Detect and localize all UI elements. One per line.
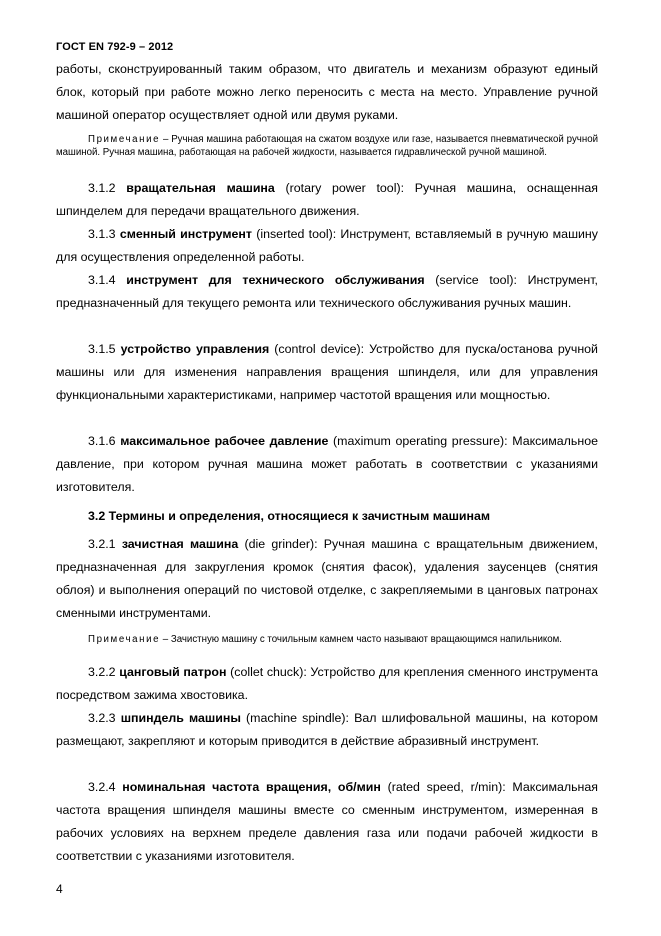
section-3-2-heading: 3.2 Термины и определения, относящиеся к зачистным машинам xyxy=(88,509,491,523)
term-title: устройство управления xyxy=(120,342,270,356)
term-3-2-4 xyxy=(56,776,598,868)
term-text: (rotary power tool): Ручная машина, оснащенная шпинделем для передачи вращательного движения. xyxy=(56,181,598,219)
term-number: 3.2.4 xyxy=(88,780,116,794)
term-text: (die grinder): Ручная машина с вращательным движением, предназначенная для закругления кромок (снятия фасок), удаления заусенцев (снятия облоя) и выполнения операций по чистовой отделке, с закрепляемыми в цанговых патронах сменными инструментами. xyxy=(56,537,598,621)
note-1 xyxy=(56,134,598,159)
term-title: номинальная частота вращения, об/мин xyxy=(122,780,381,794)
term-3-1-3 xyxy=(56,223,598,269)
term-title: зачистная машина xyxy=(121,537,239,551)
term-number: 3.1.6 xyxy=(88,434,116,448)
page-number: 4 xyxy=(56,882,63,896)
term-3-1-4 xyxy=(56,269,598,315)
term-number: 3.2.2 xyxy=(88,665,116,679)
term-text: (rated speed, r/min): Максимальная частота вращения шпинделя машины вместе со сменным инструментом, измеренная в рабочих условиях на верхнем пределе давления газа или подачи рабочей жидкости в соответствии с указаниями изготовителя. xyxy=(56,780,598,864)
note-2 xyxy=(56,634,598,647)
term-title: шпиндель машины xyxy=(120,711,241,725)
term-title: инструмент для технического обслуживания xyxy=(126,273,425,287)
term-text: (control device): Устройство для пуска/останова ручной машины или для изменения направления вращения шпинделя, или для управления функциональными характеристиками, например частотой вращения или мощностью. xyxy=(56,342,598,403)
term-3-2-2 xyxy=(56,661,598,707)
term-text: (machine spindle): Вал шлифовальной машины, на котором размещают, закрепляют и которым приводится в действие абразивный инструмент. xyxy=(56,711,598,749)
intro-paragraph: работы, сконструированный таким образом, что двигатель и механизм образуют единый блок, который при работе можно легко переносить с места на место. Управление ручной машиной оператор осуществляет одной или двумя руками. xyxy=(56,62,598,123)
note-2-text: – Зачистную машину с точильным камнем часто называют вращающимся напильником. xyxy=(160,634,562,645)
term-title: вращательная машина xyxy=(126,181,275,195)
term-text: (service tool): Инструмент, предназначенный для текущего ремонта или технического обслуживания ручных машин. xyxy=(56,273,598,311)
standard-code-header: ГОСТ EN 792-9 – 2012 xyxy=(56,41,174,53)
term-number: 3.1.2 xyxy=(88,181,116,195)
term-number: 3.1.4 xyxy=(88,273,116,287)
term-text: (maximum operating pressure): Максимальное давление, при котором ручная машина может работать в соответствии с указаниями изготовителя. xyxy=(56,434,598,495)
term-3-1-2 xyxy=(56,177,598,223)
term-title: цанговый патрон xyxy=(119,665,227,679)
term-title: сменный инструмент xyxy=(119,227,252,241)
term-3-1-5 xyxy=(56,338,598,407)
term-title: максимальное рабочее давление xyxy=(120,434,329,448)
term-3-2-3 xyxy=(56,707,598,753)
term-number: 3.1.3 xyxy=(88,227,116,241)
term-number: 3.1.5 xyxy=(88,342,116,356)
term-number: 3.2.1 xyxy=(88,537,116,551)
note-2-label: Примечание xyxy=(88,634,161,645)
term-3-1-6 xyxy=(56,430,598,499)
note-1-label: Примечание xyxy=(88,134,161,145)
term-3-2-1 xyxy=(56,533,598,625)
term-text: (collet chuck): Устройство для крепления сменного инструмента посредством зажима хвостовика. xyxy=(56,665,598,703)
note-1-text: – Ручная машина работающая на сжатом воздухе или газе, называется пневматической ручной машиной. Ручная машина, работающая на рабочей жидкости, называется гидравлической ручной машиной. xyxy=(56,134,598,158)
term-text: (inserted tool): Инструмент, вставляемый в ручную машину для осуществления определенной работы. xyxy=(56,227,598,265)
term-number: 3.2.3 xyxy=(88,711,116,725)
